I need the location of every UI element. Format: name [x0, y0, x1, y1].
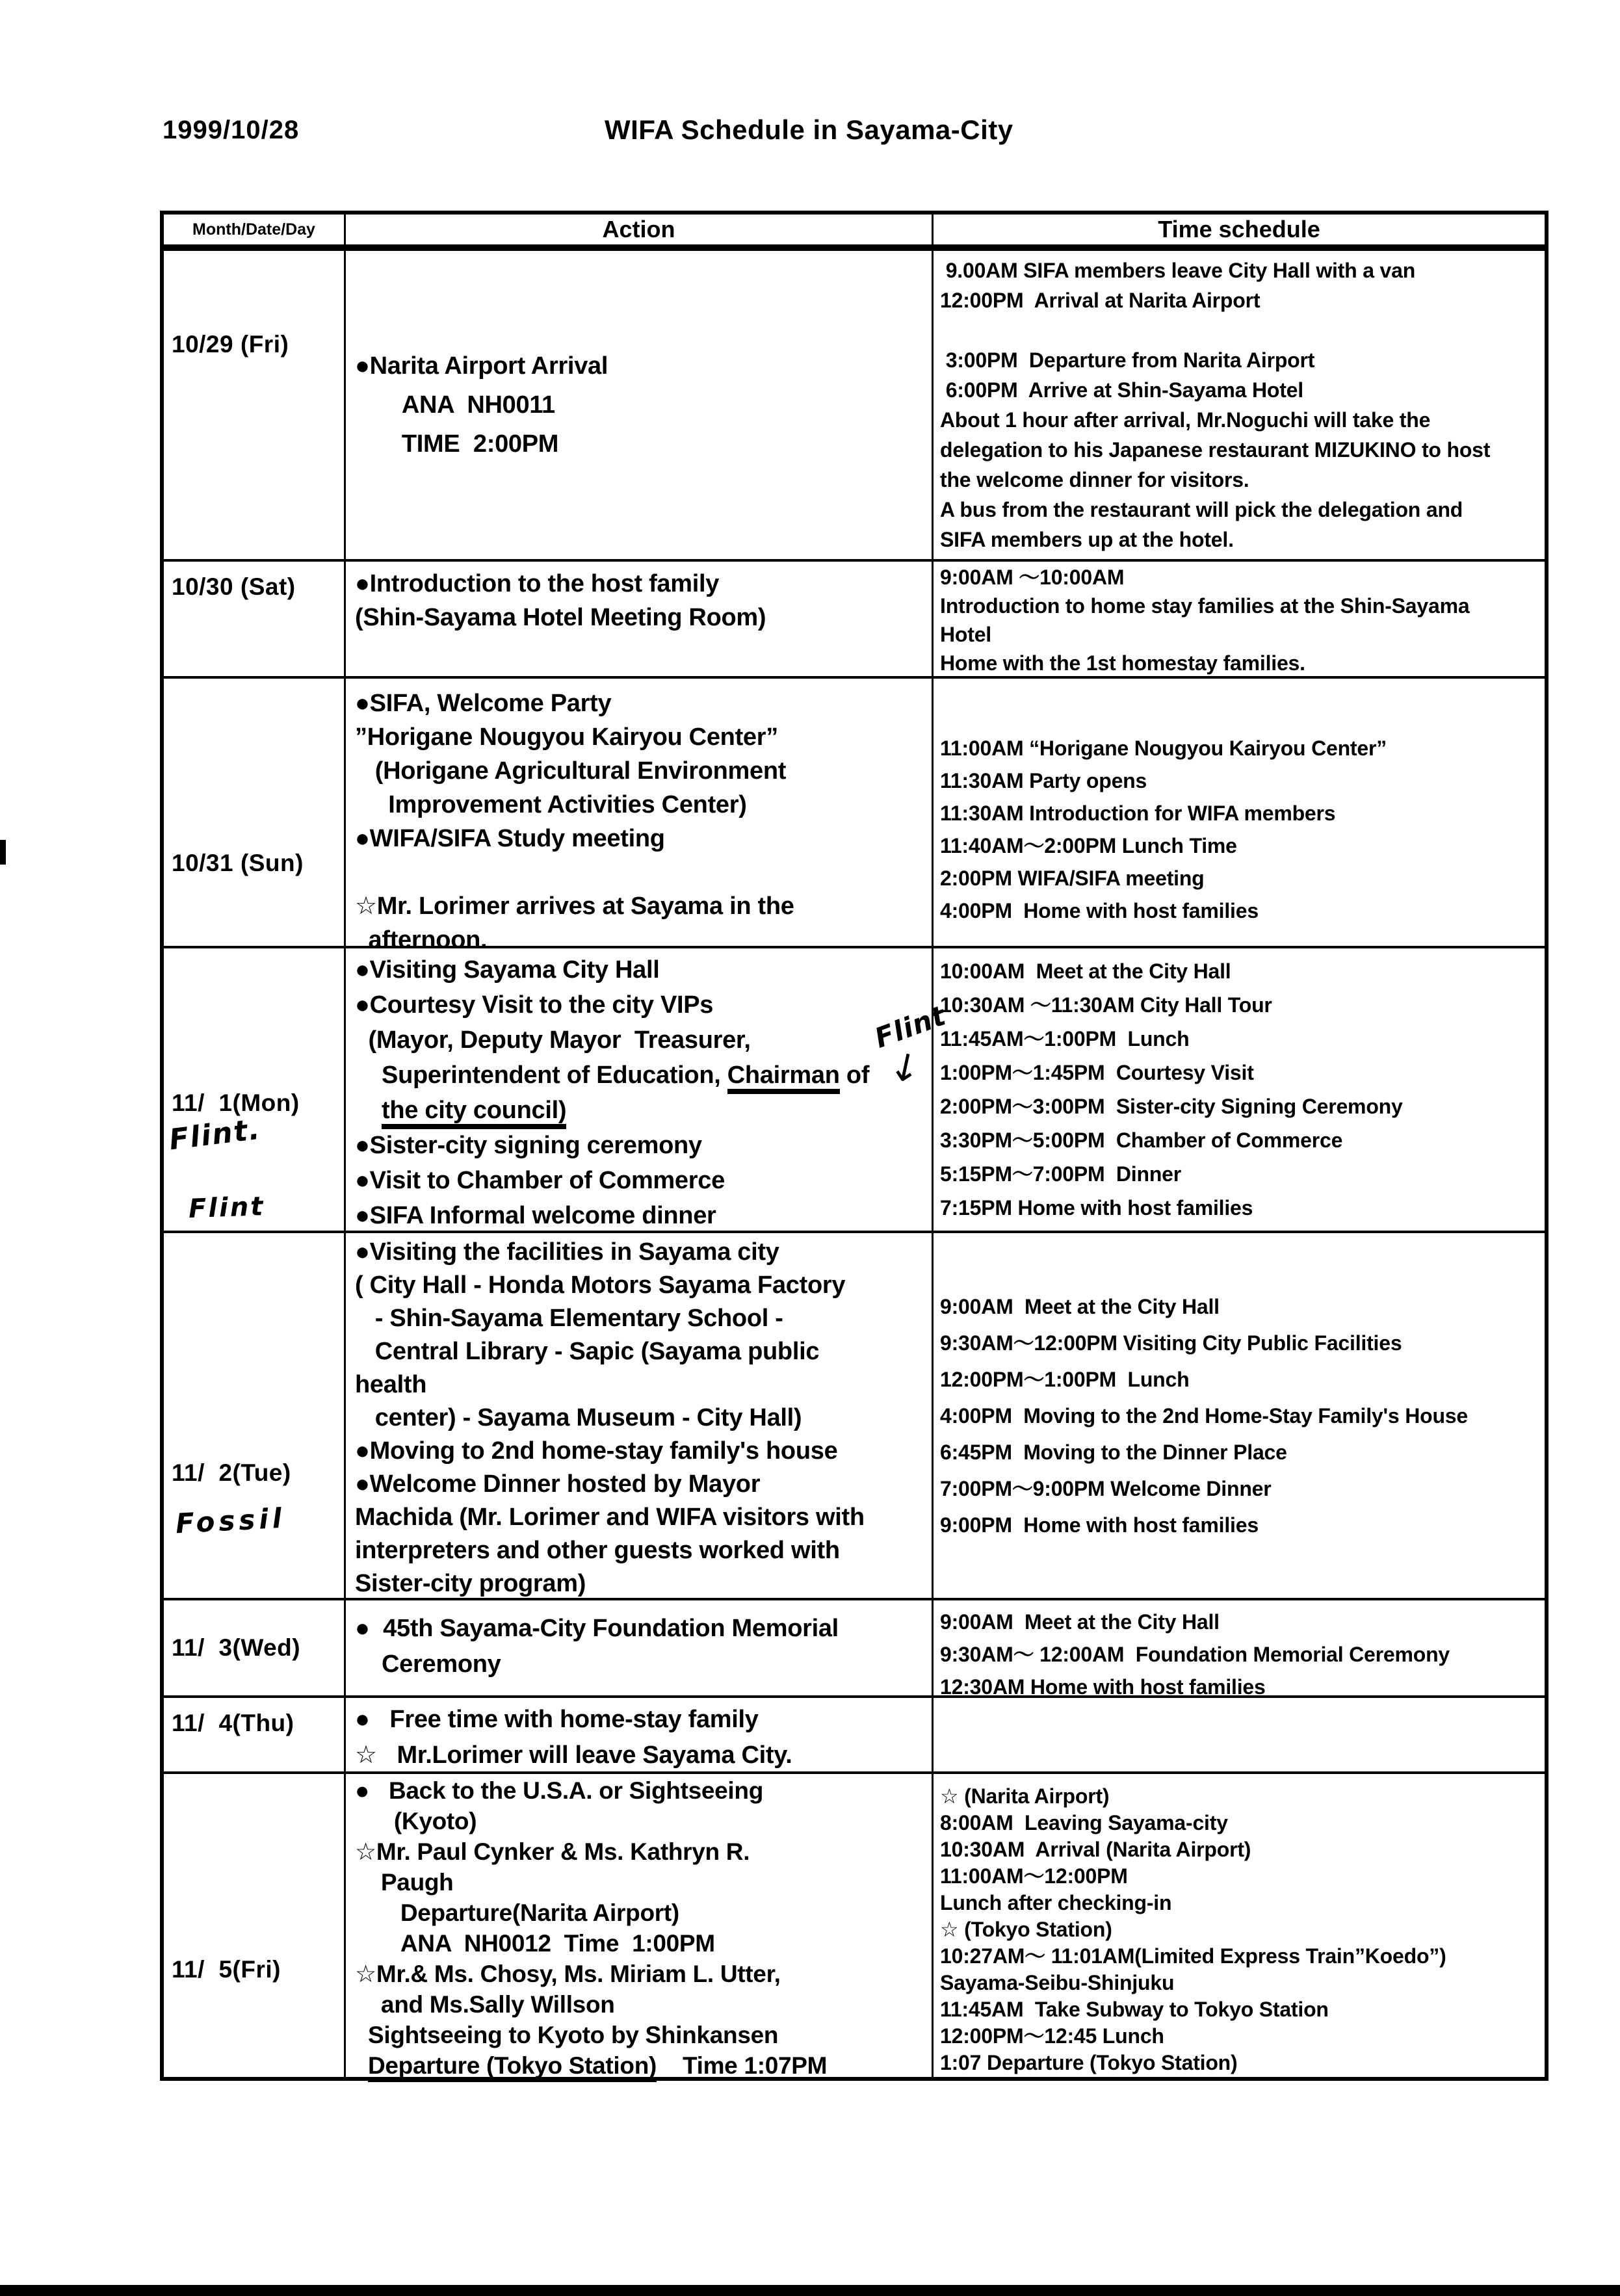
date-label: 11/ 3(Wed): [172, 1634, 301, 1661]
time-line: 9:00AM Meet at the City Hall: [940, 1610, 1220, 1634]
time-lines: [934, 255, 1545, 554]
time-line: 6:45PM Moving to the Dinner Place: [940, 1440, 1287, 1464]
date-cell: [164, 1233, 346, 1598]
action-lines: [346, 346, 932, 463]
action-line: interpreters and other guests worked with: [355, 1537, 840, 1564]
action-line: (Shin-Sayama Hotel Meeting Room): [355, 604, 766, 631]
date-cell: [164, 562, 346, 676]
action-lines: [346, 948, 932, 1233]
time-line: 3:30PM～5:00PM Chamber of Commerce: [940, 1128, 1343, 1152]
action-line: ●Visiting Sayama City Hall: [355, 956, 660, 984]
header-time-schedule: Time schedule: [1158, 216, 1320, 242]
action-line: ● 45th Sayama-City Foundation Memorial: [355, 1615, 839, 1642]
time-line: 2:00PM WIFA/SIFA meeting: [940, 867, 1205, 890]
time-line: 12:00PM～1:00PM Lunch: [940, 1367, 1190, 1391]
time-line: Hotel: [940, 623, 992, 646]
time-line: 10:30AM ～11:30AM City Hall Tour: [940, 993, 1272, 1017]
text-segment: Time 1:07PM: [657, 2052, 828, 2079]
time-line: A bus from the restaurant will pick the delegation and: [940, 498, 1463, 521]
date-label: 10/30 (Sat): [172, 573, 296, 600]
time-line: 4:00PM Moving to the 2nd Home-Stay Family's House: [940, 1403, 1468, 1428]
action-cell: [346, 948, 950, 1231]
underlined-text: the city council): [382, 1097, 566, 1129]
action-line: Machida (Mr. Lorimer and WIFA visitors with: [355, 1504, 865, 1531]
action-line: Improvement Activities Center): [355, 791, 747, 818]
schedule-table-body: [164, 248, 1545, 2077]
time-line: Sayama-Seibu-Shinjuku: [940, 1971, 1175, 1994]
time-line: 8:00AM Leaving Sayama-city: [940, 1811, 1228, 1834]
date-label: 11/ 5(Fri): [172, 1955, 281, 1983]
action-cell: [346, 1600, 934, 1695]
action-line: [346, 855, 932, 889]
date-wrap: [172, 1634, 341, 1662]
time-line: 9:30AM～ 12:00AM Foundation Memorial Ceremony: [940, 1643, 1450, 1666]
time-line: 11:00AM “Horigane Nougyou Kairyou Center”: [940, 737, 1387, 760]
time-line: 2:00PM～3:00PM Sister-city Signing Ceremony: [940, 1095, 1403, 1118]
action-line: (Horigane Agricultural Environment: [355, 757, 787, 785]
time-cell: [934, 948, 1545, 1231]
action-line: [346, 2050, 932, 2081]
date-cell: [164, 948, 346, 1231]
time-line: 11:00AM～12:00PM: [940, 1864, 1128, 1888]
time-line: ☆ (Narita Airport): [940, 1784, 1110, 1808]
handwritten-note: Flint: [870, 999, 950, 1054]
table-row: [164, 946, 1545, 1231]
action-line: Sightseeing to Kyoto by Shinkansen: [355, 2022, 779, 2048]
action-lines: [346, 1233, 932, 1600]
underlined-text: Departure (Tokyo Station): [368, 2052, 657, 2082]
date-wrap: [172, 1710, 341, 1737]
time-line: About 1 hour after arrival, Mr.Noguchi will take the: [940, 408, 1431, 432]
action-line: ●Narita Airport Arrival: [355, 352, 608, 380]
action-line: ●Sister-city signing ceremony: [355, 1132, 702, 1159]
action-line: [346, 1093, 932, 1128]
action-line: ☆Mr. Paul Cynker & Ms. Kathryn R.: [355, 1838, 750, 1865]
time-line: 5:15PM～7:00PM Dinner: [940, 1162, 1182, 1186]
action-line: health: [355, 1371, 427, 1398]
action-cell: [346, 251, 934, 559]
time-line: [934, 315, 1545, 345]
schedule-table: [160, 211, 1548, 2081]
action-lines: [346, 1600, 932, 1682]
time-line: Introduction to home stay families at the Shin-Sayama: [940, 594, 1470, 618]
action-line: Departure(Narita Airport): [355, 1899, 679, 1926]
action-cell: [346, 679, 934, 954]
action-cell: [346, 1698, 934, 1771]
time-line: delegation to his Japanese restaurant MIZUKINO to host: [940, 438, 1491, 462]
action-line: and Ms.Sally Willson: [355, 1991, 615, 2018]
header-action: Action: [346, 215, 934, 244]
date-cell: [164, 679, 346, 946]
date-label: 11/ 2(Tue): [172, 1459, 291, 1486]
action-line: (Kyoto): [355, 1808, 477, 1834]
action-line: TIME 2:00PM: [355, 430, 559, 458]
time-line: 9:30AM～12:00PM Visiting City Public Facilities: [940, 1331, 1402, 1355]
time-lines: [934, 1600, 1545, 1703]
action-lines: [346, 1698, 932, 1773]
time-line: 11:30AM Party opens: [940, 769, 1147, 792]
date-wrap: [172, 850, 341, 877]
time-line: Home with the 1st homestay families.: [940, 651, 1305, 675]
date-cell: [164, 251, 346, 559]
action-line: ☆Mr.& Ms. Chosy, Ms. Miriam L. Utter,: [355, 1961, 781, 1987]
underlined-text: Chairman: [727, 1062, 840, 1094]
time-line: 9.00AM SIFA members leave City Hall with a van: [940, 259, 1416, 282]
date-cell: [164, 1698, 346, 1771]
time-line: ☆ (Tokyo Station): [940, 1918, 1112, 1941]
time-cell: [934, 1600, 1545, 1699]
action-line: (Mayor, Deputy Mayor Treasurer,: [355, 1026, 751, 1054]
time-line: 11:40AM～2:00PM Lunch Time: [940, 834, 1237, 857]
action-line: ●WIFA/SIFA Study meeting: [355, 825, 665, 852]
action-line: ●SIFA, Welcome Party: [355, 690, 612, 717]
handwritten-down-arrow-icon: ↓: [885, 1043, 926, 1093]
time-line: 9:00PM Home with host families: [940, 1513, 1259, 1537]
time-line: the welcome dinner for visitors.: [940, 468, 1249, 491]
table-row: [164, 1771, 1545, 2077]
action-line: ●Welcome Dinner hosted by Mayor: [355, 1470, 761, 1498]
action-line: ☆ Mr.Lorimer will leave Sayama City.: [355, 1742, 792, 1769]
date-cell: [164, 1774, 346, 2077]
action-lines: [346, 679, 932, 957]
action-line: Ceremony: [355, 1650, 501, 1678]
time-cell: [934, 1233, 1545, 1598]
text-segment: of: [839, 1062, 870, 1089]
handwritten-note: Flint.: [167, 1112, 263, 1157]
action-cell: [346, 562, 934, 676]
action-line: ●Courtesy Visit to the city VIPs: [355, 991, 714, 1019]
page-date: 1999/10/28: [163, 116, 300, 144]
time-lines: [934, 1774, 1545, 2076]
action-line: ANA NH0011: [355, 391, 555, 419]
time-line: 7:15PM Home with host families: [940, 1196, 1253, 1220]
time-lines: [934, 954, 1545, 1225]
action-cell: [346, 1233, 934, 1598]
time-lines: [934, 679, 1545, 927]
time-line: 11:45AM Take Subway to Tokyo Station: [940, 1998, 1329, 2021]
time-cell: [934, 1698, 1545, 1771]
action-line: ● Back to the U.S.A. or Sightseeing: [355, 1777, 764, 1804]
table-row: [164, 1695, 1545, 1771]
scan-artifact-edge: [0, 840, 6, 865]
text-segment: [355, 2052, 368, 2079]
date-label: 11/ 4(Thu): [172, 1710, 294, 1736]
time-lines: [934, 1288, 1545, 1543]
action-line: ☆Mr. Lorimer arrives at Sayama in the: [355, 893, 794, 920]
time-cell: [934, 251, 1545, 559]
date-label: 10/29 (Fri): [172, 331, 289, 358]
action-line: center) - Sayama Museum - City Hall): [355, 1404, 802, 1431]
time-line: 12:00PM～12:45 Lunch: [940, 2024, 1164, 2048]
date-wrap: [172, 573, 341, 601]
date-wrap: [172, 1459, 341, 1540]
handwritten-note: Fossil: [174, 1502, 287, 1540]
table-header-row: [164, 215, 1545, 248]
action-lines: [346, 1774, 932, 2081]
handwritten-note: Flint: [188, 1191, 266, 1225]
time-line: 11:30AM Introduction for WIFA members: [940, 802, 1336, 825]
time-line: 6:00PM Arrive at Shin-Sayama Hotel: [940, 378, 1303, 402]
action-line: ● Free time with home-stay family: [355, 1706, 759, 1733]
action-line: [346, 1058, 932, 1093]
date-wrap: [172, 1956, 341, 1983]
time-cell: [934, 1774, 1545, 2077]
time-line: 7:00PM～9:00PM Welcome Dinner: [940, 1476, 1272, 1500]
action-line: ( City Hall - Honda Motors Sayama Factory: [355, 1272, 846, 1299]
scan-artifact-bottom-bar: [0, 2285, 1620, 2296]
table-row: [164, 676, 1545, 954]
action-line: ●Visit to Chamber of Commerce: [355, 1167, 725, 1194]
action-lines: [346, 562, 932, 634]
date-cell: [164, 1600, 346, 1695]
header-month-date-day: Month/Date/Day: [164, 215, 346, 244]
table-row: [164, 1598, 1545, 1699]
time-line: Lunch after checking-in: [940, 1891, 1172, 1914]
action-line: ”Horigane Nougyou Kairyou Center”: [355, 724, 778, 751]
date-wrap: [172, 331, 341, 358]
time-cell: [934, 679, 1545, 946]
time-line: 9:00AM ～10:00AM: [940, 566, 1125, 589]
action-line: Paugh: [355, 1869, 454, 1896]
time-line: 3:00PM Departure from Narita Airport: [940, 348, 1315, 372]
time-line: 1:07 Departure (Tokyo Station): [940, 2051, 1238, 2074]
action-line: ANA NH0012 Time 1:00PM: [355, 1930, 715, 1957]
time-line: 12:30AM Home with host families: [940, 1675, 1266, 1699]
action-line: ●Visiting the facilities in Sayama city: [355, 1238, 779, 1266]
text-segment: [355, 1097, 382, 1124]
table-row: [164, 1231, 1545, 1598]
text-segment: Superintendent of Education,: [355, 1062, 727, 1089]
table-row: [164, 559, 1545, 676]
action-line: ●SIFA Informal welcome dinner: [355, 1202, 716, 1229]
time-line: 10:00AM Meet at the City Hall: [940, 959, 1231, 983]
action-line: Central Library - Sapic (Sayama public: [355, 1338, 820, 1365]
time-cell: [934, 562, 1545, 676]
time-line: 9:00AM Meet at the City Hall: [940, 1294, 1220, 1318]
time-line: 12:00PM Arrival at Narita Airport: [940, 289, 1261, 312]
action-line: ●Moving to 2nd home-stay family's house: [355, 1437, 838, 1465]
date-label: 10/31 (Sun): [172, 850, 304, 877]
time-line: 11:45AM～1:00PM Lunch: [940, 1027, 1190, 1050]
action-line: ●Introduction to the host family: [355, 570, 720, 597]
time-line: 1:00PM～1:45PM Courtesy Visit: [940, 1061, 1254, 1084]
date-label: 11/ 1(Mon): [172, 1089, 300, 1116]
time-line: SIFA members up at the hotel.: [940, 528, 1234, 551]
time-line: 10:27AM～ 11:01AM(Limited Express Train”Koedo”): [940, 1944, 1446, 1968]
action-line: - Shin-Sayama Elementary School -: [355, 1305, 783, 1332]
action-line: afternoon.: [355, 926, 488, 954]
time-line: 10:30AM Arrival (Narita Airport): [940, 1838, 1251, 1861]
time-lines: [934, 562, 1545, 677]
table-row: [164, 248, 1545, 559]
action-cell: [346, 1774, 934, 2077]
page-title: WIFA Schedule in Sayama-City: [605, 114, 1013, 145]
action-line: Sister-city program): [355, 1570, 586, 1597]
time-line: 4:00PM Home with host families: [940, 899, 1259, 922]
date-wrap: [167, 1089, 341, 1157]
